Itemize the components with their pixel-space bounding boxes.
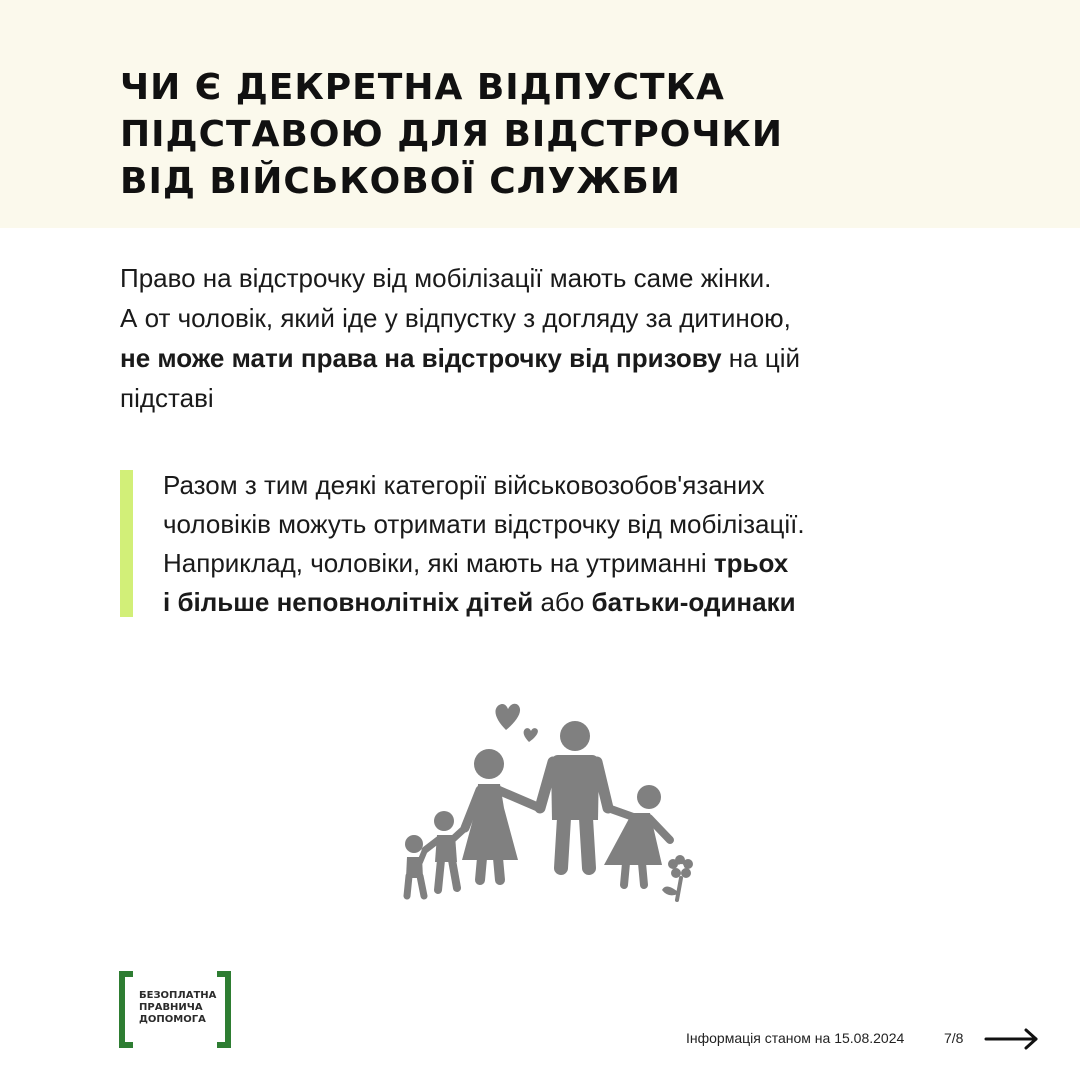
logo-bracket-right	[217, 971, 231, 1048]
paragraph-line: А от чоловік, який іде у відпустку з догляду за дитиною,	[120, 303, 791, 333]
title-line: ЧИ Є ДЕКРЕТНА ВІДПУСТКА	[120, 67, 725, 108]
emphasis-text: батьки-одинаки	[591, 587, 796, 617]
family-icon	[400, 700, 700, 910]
header-banner	[0, 0, 1080, 228]
father-body	[551, 755, 599, 820]
quote-line	[163, 583, 983, 622]
quote-text: Наприклад, чоловіки, які мають на утриманні	[163, 548, 714, 578]
organization-logo	[119, 971, 231, 1048]
title-line: ПІДСТАВОЮ ДЛЯ ВІДСТРОЧКИ	[120, 114, 783, 155]
girl-head	[637, 785, 661, 809]
flower-icon	[662, 855, 693, 900]
father-head	[560, 721, 590, 751]
logo-line: БЕЗОПЛАТНА	[139, 990, 217, 1001]
paragraph-text: на цій	[721, 343, 801, 373]
info-date-note: Інформація станом на 15.08.2024	[686, 1030, 905, 1046]
heart-icon	[524, 728, 538, 742]
logo-text	[139, 990, 216, 1026]
boy-head	[434, 811, 454, 831]
paragraph-line	[120, 338, 980, 378]
page-indicator: 7/8	[944, 1030, 964, 1046]
emphasis-text: не може мати права на відстрочку від призову	[120, 343, 722, 373]
logo-line: ПРАВНИЧА	[139, 1002, 203, 1013]
paragraph-line: підставі	[120, 383, 214, 413]
intro-paragraph	[120, 258, 980, 418]
quote-line	[163, 544, 983, 583]
emphasis-text: і більше неповнолітніх дітей	[163, 587, 534, 617]
paragraph-line: Право на відстрочку від мобілізації мають саме жінки.	[120, 263, 772, 293]
arrow-right-icon[interactable]	[984, 1027, 1040, 1051]
quote-line: чоловіків можуть отримати відстрочку від мобілізації.	[163, 509, 805, 539]
heart-icon	[495, 704, 520, 730]
page-title	[120, 64, 783, 205]
mother-head	[474, 749, 504, 779]
quote-text: або	[533, 587, 592, 617]
toddler-head	[405, 835, 423, 853]
logo-line: ДОПОМОГА	[139, 1014, 206, 1025]
title-line: ВІД ВІЙСЬКОВОЇ СЛУЖБИ	[120, 161, 681, 202]
quote-line: Разом з тим деякі категорії військовозобов'язаних	[163, 470, 765, 500]
quote-accent-bar	[120, 470, 133, 617]
emphasis-text: трьох	[713, 548, 789, 578]
exception-quote	[163, 466, 983, 622]
logo-bracket-left	[119, 971, 133, 1048]
